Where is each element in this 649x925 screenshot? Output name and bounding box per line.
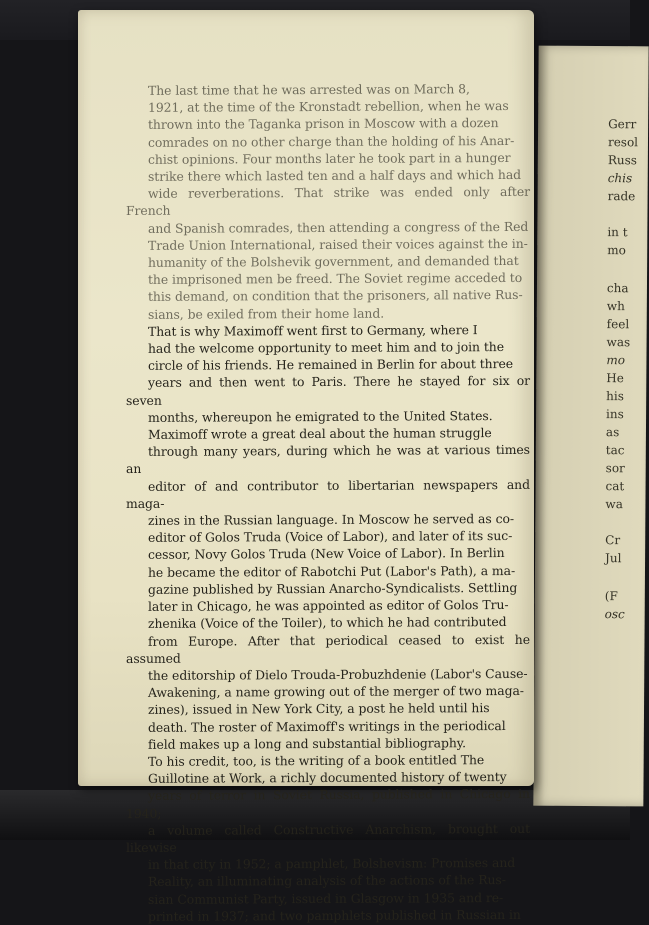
text-line: gazine published by Russian Anarcho-Syndicalists. Settling [148,579,518,597]
next-page-fragment: mo [607,243,626,258]
next-page-fragment: (F [604,589,618,604]
text-line: comrades on no other charge than the holding of his Anar- [148,132,515,150]
next-page-fragment: Cr [605,533,621,548]
text-line: That is why Maximoff went first to Germany, where I [148,322,478,339]
text-line: and Spanish comrades, then attending a congress of the Red [148,218,529,236]
text-line: sian Communist Party, issued in Glasgow in 1935 and re- [148,889,504,907]
next-page-fragment: cha [606,281,629,296]
text-line: in that city in 1952; a pamphlet, Bolshevism: Promises and [148,855,516,873]
text-line: editor of Golos Truda (Voice of Labor), and later of its suc- [148,528,513,546]
next-page-fragment: in t [607,225,628,240]
text-line: months, whereupon he emigrated to the United States. [148,407,493,425]
text-line: thrown into the Taganka prison in Moscow with a dozen [148,115,499,133]
next-page [533,46,648,807]
text-line: Maximoff wrote a great deal about the human struggle [148,425,492,442]
text-line: Guillotine at Work, a richly documented history of twenty [148,769,507,787]
text-line: Reality, an illuminating analysis of the actions of the Rus- [148,872,506,890]
text-line: zines), issued in New York City, a post he held until his [148,700,490,718]
text-line: Awakening, a name growing out of the merger of two maga- [148,683,524,700]
next-page-fragment: rade [607,189,636,204]
text-line: years and then went to Paris. There he stayed for six or seven [126,373,530,408]
text-line: through many years, during which he was at various times an [126,442,530,477]
next-page-fragment: was [606,335,631,350]
next-page-fragment: wh [606,299,625,314]
text-line: chist opinions. Four months later he took part in a hunger [148,149,511,167]
text-line: a volume called Constructive Anarchism, brought out likewise [126,820,530,855]
next-page-fragment: osc [604,607,625,622]
paragraph [126,424,530,753]
text-line: zhenika (Voice of the Toiler), to which he had contributed [148,614,507,632]
next-page-fragment: wa [605,497,623,512]
next-page-fragment: tac [605,443,625,458]
next-page-fragment: resol [607,135,639,150]
text-line: The last time that he was arrested was on March 8, [148,81,470,98]
text-line: years of terror in Soviet Russia, published in Chicago in 1940; [126,786,530,821]
text-line: circle of his friends. He remained in Berlin for about three [148,356,514,374]
next-page-fragment: ins [606,407,624,422]
text-line: sians, be exiled from their home land. [148,305,385,322]
text-line: 1921, at the time of the Kronstadt rebellion, when he was [148,98,509,116]
next-page-fragment: Russ [607,153,637,168]
text-line: humanity of the Bolshevik government, and demanded that [148,252,519,270]
text-line: printed in 1937; and two pamphlets published in Russian in [148,906,521,924]
paragraph [126,751,530,925]
next-page-fragment: Gerr [608,117,637,132]
paragraph [126,80,530,323]
text-line: strike there which lasted ten and a half days and which had [148,166,522,184]
text-line: field makes up a long and substantial bibliography. [148,734,466,752]
text-line: editor of and contributor to libertarian newspapers and maga- [126,476,530,511]
paragraph [126,321,530,426]
text-line: later in Chicago, he was appointed as editor of Golos Tru- [148,597,509,614]
next-page-fragment: cat [605,479,625,494]
next-page-fragment: He [606,371,624,386]
next-page-fragment: mo [606,353,626,368]
next-page-fragment: sor [605,461,625,476]
text-line: had the welcome opportunity to meet him and to join the [148,339,504,356]
next-page-fragment: Jul [605,551,622,566]
next-page-fragment: chis [607,171,633,186]
next-page-fragment: as [605,425,620,440]
text-line: zines in the Russian language. In Moscow he served as co- [148,511,515,528]
text-line: the imprisoned men be freed. The Soviet regime acceded to [148,270,523,288]
next-page-fragment: his [606,389,624,404]
text-line: death. The roster of Maximoff's writings in the periodical [148,717,506,735]
text-line: To his credit, too, is the writing of a book entitled The [148,752,485,769]
book-page [78,10,534,924]
text-line: wide reverberations. That strike was ended only after French [126,184,530,219]
text-line: he became the editor of Rabotchi Put (Labor's Path), a ma- [148,562,516,580]
text-line: this demand, on condition that the prisoners, all native Rus- [148,287,523,305]
page-text [126,80,530,925]
text-line: the editorship of Dielo Trouda-Probuzhdenie (Labor's Cause- [148,665,528,683]
text-line: Trade Union International, raised their voices against the in- [148,235,528,253]
next-page-fragment: feel [606,317,630,332]
text-line: from Europe. After that periodical ceased to exist he assumed [126,631,530,666]
text-line: cessor, Novy Golos Truda (New Voice of Labor). In Berlin [148,545,505,563]
